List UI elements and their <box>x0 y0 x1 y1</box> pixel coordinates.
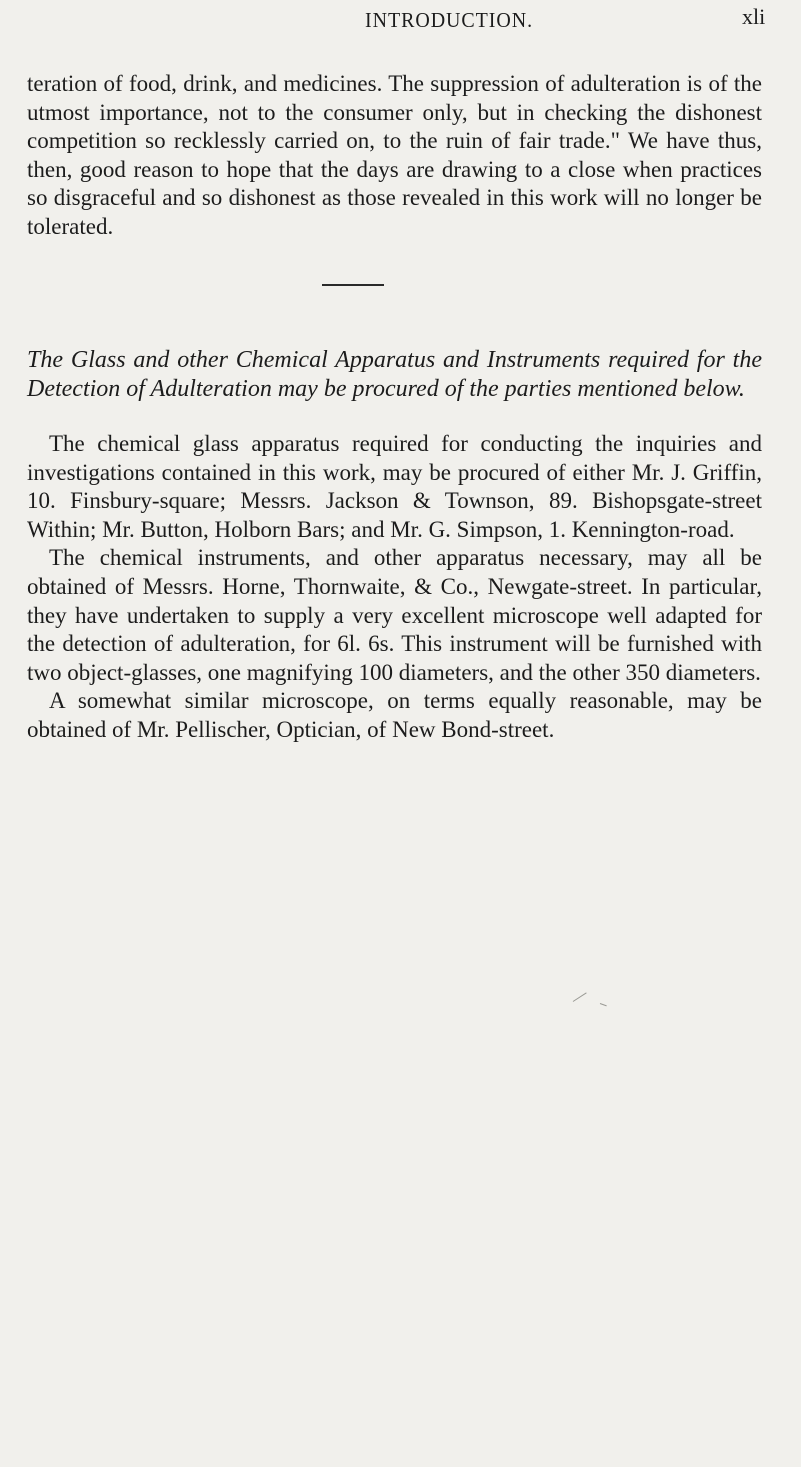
running-title: INTRODUCTION. <box>365 8 534 32</box>
section-heading: The Glass and other Chemical Apparatus and Instruments required for the Detection of Adulteration may be procured of the parties mentioned below. <box>27 347 762 402</box>
section-body <box>27 430 762 745</box>
running-header <box>0 4 801 36</box>
intro-paragraph: teration of food, drink, and medicines. The suppression of adulteration is of the utmost importance, not to the consumer only, but in checking the dishonest competition so recklessly carried on, to the ruin of fair trade." We have thus, then, good reason to hope that the days are drawing to a close when practices so disgraceful and so dishonest as those revealed in this work will no longer be tolerated. <box>27 71 762 239</box>
body-paragraph-glass-apparatus: The chemical glass apparatus required for conducting the inquiries and investigations contained in this work, may be procured of either Mr. J. Griffin, 10. Finsbury-square; Messrs. Jackson & Townson, 89. Bishopsgate-street Within; Mr. Button, Holborn Bars; and Mr. G. Simpson, 1. Kennington-road. <box>27 431 762 542</box>
section-heading-block <box>27 346 762 403</box>
page-number: xli <box>742 4 766 29</box>
section-divider <box>322 284 384 286</box>
intro-block <box>27 70 762 242</box>
body-paragraph-microscope: A somewhat similar microscope, on terms equally reasonable, may be obtained of Mr. Pellischer, Optician, of New Bond-street. <box>27 688 762 742</box>
margin-mark <box>573 992 587 1002</box>
margin-mark <box>600 1003 607 1006</box>
body-paragraph-instruments: The chemical instruments, and other apparatus necessary, may all be obtained of Messrs. Horne, Thornwaite, & Co., Newgate-street. In particular, they have undertaken to supply a very excellent microscope well adapted for the detection of adulteration, for 6l. 6s. This instrument will be furnished with two object-glasses, one magnifying 100 diameters, and the other 350 diameters. <box>27 545 762 685</box>
